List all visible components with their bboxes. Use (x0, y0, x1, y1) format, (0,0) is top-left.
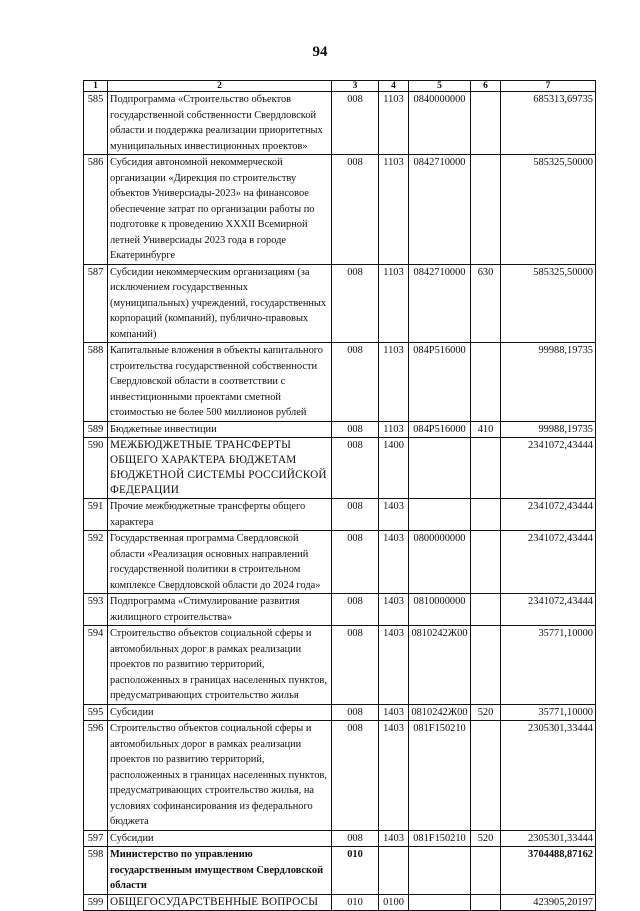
table-row (84, 92, 596, 155)
row-amount: 3704488,87162 (501, 847, 596, 895)
row-number: 594 (84, 626, 108, 705)
table-row (84, 421, 596, 438)
row-section-code: 1103 (379, 343, 409, 422)
row-admin-code: 008 (332, 92, 379, 155)
row-expense-type (471, 343, 501, 422)
table-row (84, 155, 596, 265)
row-name: ОБЩЕГОСУДАРСТВЕННЫЕ ВОПРОСЫ (108, 894, 332, 911)
row-amount: 585325,50000 (501, 264, 596, 343)
row-name: Государственная программа Свердловской области «Реализация основных направлений государственной политики в строительном комплексе Свердловской области до 2024 года» (108, 531, 332, 594)
row-expense-type (471, 92, 501, 155)
row-name: Подпрограмма «Стимулирование развития жилищного строительства» (108, 594, 332, 626)
row-target-code: 081F150210 (409, 721, 471, 831)
row-number: 591 (84, 499, 108, 531)
row-amount: 423905,20197 (501, 894, 596, 911)
row-amount: 99988,19735 (501, 343, 596, 422)
row-admin-code: 008 (332, 499, 379, 531)
header-col-3: 3 (332, 81, 379, 92)
row-expense-type (471, 894, 501, 911)
row-target-code (409, 438, 471, 499)
row-expense-type: 630 (471, 264, 501, 343)
row-expense-type (471, 531, 501, 594)
row-target-code: 0842710000 (409, 155, 471, 265)
row-expense-type (471, 499, 501, 531)
row-admin-code: 008 (332, 264, 379, 343)
row-name: Подпрограмма «Строительство объектов государственной собственности Свердловской области и поддержка реализации приоритетных муниципальных инвестиционных проектов» (108, 92, 332, 155)
row-target-code: 0800000000 (409, 531, 471, 594)
row-amount: 2341072,43444 (501, 499, 596, 531)
row-section-code: 1400 (379, 438, 409, 499)
row-name: Субсидия автономной некоммерческой организации «Дирекция по строительству объектов Универсиады-2023» на финансовое обеспечение затрат по организации работы по подготовке к проведению XXXII Всемирной летней Универсиады 2023 года в городе Екатеринбурге (108, 155, 332, 265)
row-admin-code: 008 (332, 594, 379, 626)
row-section-code: 1103 (379, 264, 409, 343)
header-col-5: 5 (409, 81, 471, 92)
budget-table (83, 80, 596, 911)
table-row (84, 721, 596, 831)
row-section-code (379, 847, 409, 895)
row-target-code: 084P516000 (409, 421, 471, 438)
row-name: Министерство по управлению государственным имуществом Свердловской области (108, 847, 332, 895)
row-amount: 585325,50000 (501, 155, 596, 265)
row-target-code: 0810242Ж00 (409, 626, 471, 705)
row-admin-code: 008 (332, 421, 379, 438)
row-number: 586 (84, 155, 108, 265)
row-name: Строительство объектов социальной сферы и автомобильных дорог в рамках реализации проектов по развитию территорий, расположенных в границах населенных пунктов, предусматривающих строительство жилья (108, 626, 332, 705)
row-admin-code: 008 (332, 830, 379, 847)
row-number: 593 (84, 594, 108, 626)
row-amount: 35771,10000 (501, 626, 596, 705)
row-name: Прочие межбюджетные трансферты общего характера (108, 499, 332, 531)
row-number: 590 (84, 438, 108, 499)
row-expense-type (471, 438, 501, 499)
row-section-code: 1103 (379, 155, 409, 265)
row-section-code: 1103 (379, 92, 409, 155)
row-number: 597 (84, 830, 108, 847)
row-name: Строительство объектов социальной сферы и автомобильных дорог в рамках реализации проектов по развитию территорий, расположенных в границах населенных пунктов, предусматривающих строительство жилья, на условиях софинансирования из федерального бюджета (108, 721, 332, 831)
row-section-code: 1403 (379, 499, 409, 531)
header-col-7: 7 (501, 81, 596, 92)
row-target-code (409, 499, 471, 531)
table-header-row (84, 81, 596, 92)
row-name: Капитальные вложения в объекты капитального строительства государственной собственности Свердловской области в соответствии с инвестиционными проектами сметной стоимостью не более 500 миллионов рублей (108, 343, 332, 422)
row-admin-code: 008 (332, 531, 379, 594)
row-admin-code: 008 (332, 704, 379, 721)
header-col-4: 4 (379, 81, 409, 92)
row-name: Субсидии (108, 704, 332, 721)
row-name: МЕЖБЮДЖЕТНЫЕ ТРАНСФЕРТЫ ОБЩЕГО ХАРАКТЕРА БЮДЖЕТАМ БЮДЖЕТНОЙ СИСТЕМЫ РОССИЙСКОЙ ФЕДЕРАЦИИ (108, 438, 332, 499)
row-number: 599 (84, 894, 108, 911)
row-target-code: 084P516000 (409, 343, 471, 422)
table-row (84, 594, 596, 626)
row-section-code: 1403 (379, 721, 409, 831)
row-expense-type (471, 594, 501, 626)
row-expense-type: 520 (471, 704, 501, 721)
page-number: 94 (312, 44, 328, 60)
row-expense-type (471, 721, 501, 831)
row-expense-type (471, 626, 501, 705)
row-number: 595 (84, 704, 108, 721)
row-target-code: 0840000000 (409, 92, 471, 155)
row-amount: 685313,69735 (501, 92, 596, 155)
row-target-code: 081F150210 (409, 830, 471, 847)
row-number: 596 (84, 721, 108, 831)
table-row (84, 894, 596, 911)
row-name: Субсидии некоммерческим организациям (за исключением государственных (муниципальных) учреждений, государственных корпораций (компаний), публично-правовых компаний) (108, 264, 332, 343)
table-row (84, 704, 596, 721)
row-number: 589 (84, 421, 108, 438)
row-admin-code: 010 (332, 894, 379, 911)
row-number: 588 (84, 343, 108, 422)
row-expense-type: 410 (471, 421, 501, 438)
table-row (84, 847, 596, 895)
row-section-code: 1403 (379, 626, 409, 705)
row-admin-code: 008 (332, 626, 379, 705)
row-amount: 2341072,43444 (501, 531, 596, 594)
header-col-2: 2 (108, 81, 332, 92)
row-expense-type: 520 (471, 830, 501, 847)
row-expense-type (471, 155, 501, 265)
row-amount: 2305301,33444 (501, 721, 596, 831)
table-row (84, 531, 596, 594)
row-name: Бюджетные инвестиции (108, 421, 332, 438)
row-number: 598 (84, 847, 108, 895)
table-row (84, 264, 596, 343)
row-admin-code: 008 (332, 721, 379, 831)
row-amount: 2341072,43444 (501, 594, 596, 626)
row-admin-code: 010 (332, 847, 379, 895)
row-number: 592 (84, 531, 108, 594)
row-section-code: 1103 (379, 421, 409, 438)
row-section-code: 1403 (379, 830, 409, 847)
row-amount: 35771,10000 (501, 704, 596, 721)
header-col-1: 1 (84, 81, 108, 92)
header-col-6: 6 (471, 81, 501, 92)
table-row (84, 343, 596, 422)
row-target-code: 0810242Ж00 (409, 704, 471, 721)
table-body (84, 92, 596, 911)
row-target-code: 0810000000 (409, 594, 471, 626)
row-target-code (409, 847, 471, 895)
row-section-code: 1403 (379, 704, 409, 721)
row-admin-code: 008 (332, 438, 379, 499)
row-target-code (409, 894, 471, 911)
row-number: 587 (84, 264, 108, 343)
row-section-code: 1403 (379, 594, 409, 626)
table-row (84, 438, 596, 499)
row-target-code: 0842710000 (409, 264, 471, 343)
row-amount: 2341072,43444 (501, 438, 596, 499)
row-section-code: 0100 (379, 894, 409, 911)
row-admin-code: 008 (332, 155, 379, 265)
row-admin-code: 008 (332, 343, 379, 422)
table-row (84, 830, 596, 847)
table-row (84, 626, 596, 705)
row-number: 585 (84, 92, 108, 155)
row-amount: 99988,19735 (501, 421, 596, 438)
row-amount: 2305301,33444 (501, 830, 596, 847)
row-name: Субсидии (108, 830, 332, 847)
table-row (84, 499, 596, 531)
row-section-code: 1403 (379, 531, 409, 594)
row-expense-type (471, 847, 501, 895)
